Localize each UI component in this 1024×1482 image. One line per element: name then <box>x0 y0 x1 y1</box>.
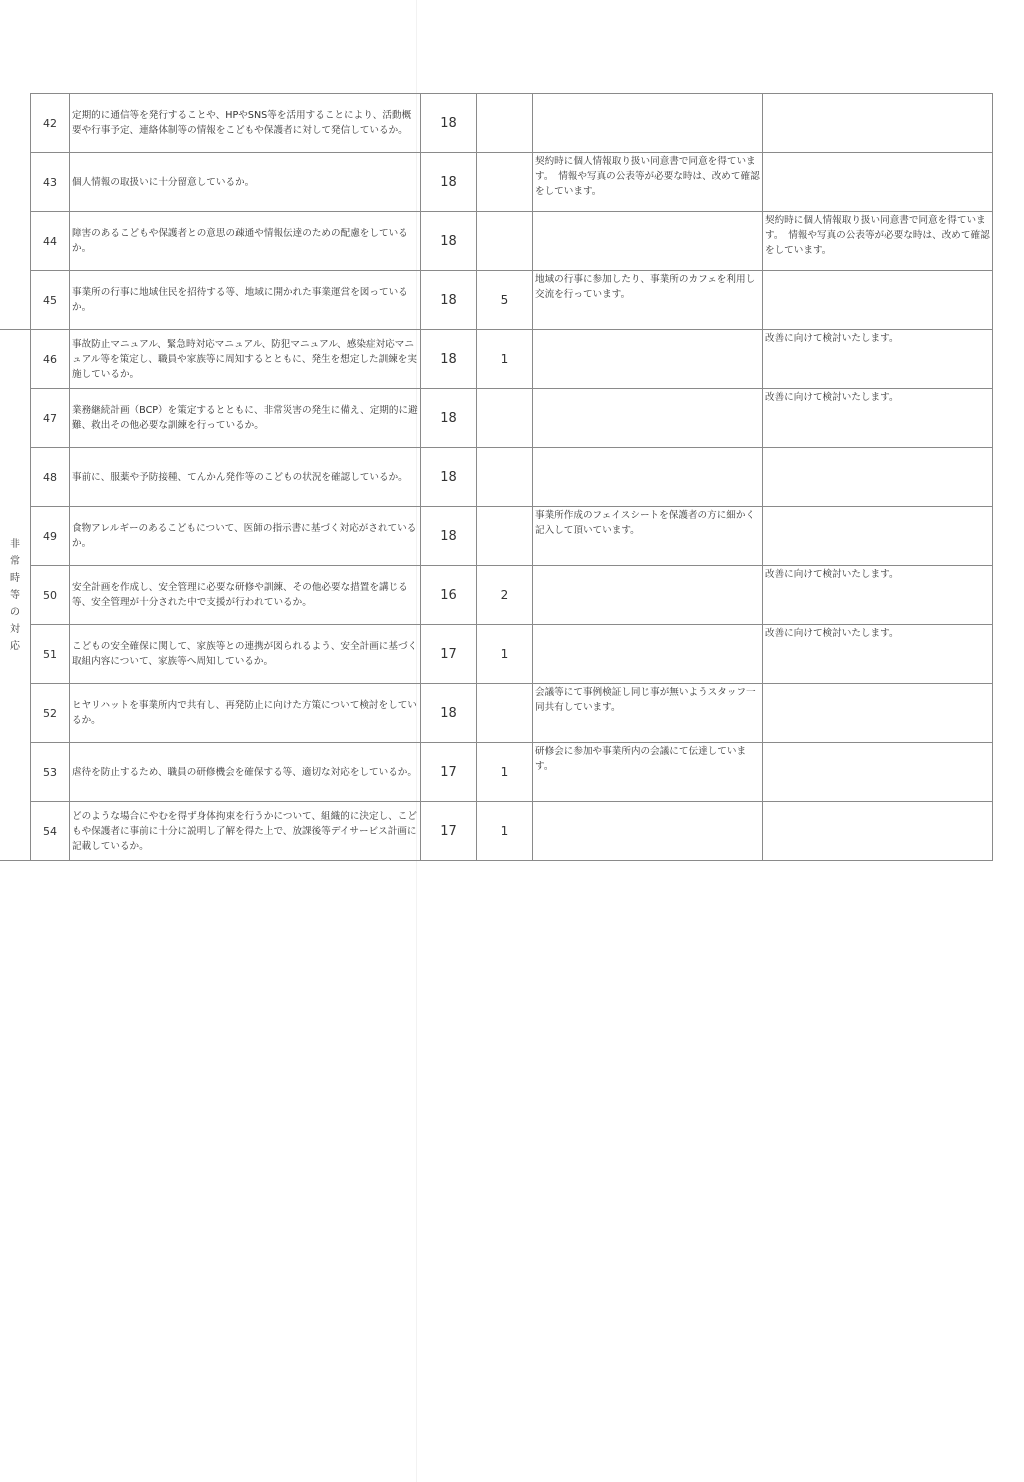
table-row <box>0 802 993 861</box>
yes-count: 18 <box>421 684 477 743</box>
question-text: 個人情報の取扱いに十分留意しているか。 <box>70 153 421 212</box>
improvement-cell: 改善に向けて検討いたします。 <box>763 330 993 389</box>
remarks-cell <box>533 94 763 153</box>
yes-count: 18 <box>421 271 477 330</box>
item-number: 54 <box>31 802 70 861</box>
improvement-cell <box>763 153 993 212</box>
question-text: 食物アレルギーのあるこどもについて、医師の指示書に基づく対応がされているか。 <box>70 507 421 566</box>
no-count: 2 <box>477 566 533 625</box>
category-cell <box>0 330 31 861</box>
remarks-cell <box>533 802 763 861</box>
table-row <box>0 330 993 389</box>
yes-count: 18 <box>421 94 477 153</box>
question-text: 安全計画を作成し、安全管理に必要な研修や訓練、その他必要な措置を講じる等、安全管理が十分された中で支援が行われているか。 <box>70 566 421 625</box>
table-row <box>0 625 993 684</box>
no-count: 1 <box>477 330 533 389</box>
improvement-cell: 改善に向けて検討いたします。 <box>763 625 993 684</box>
no-count: 1 <box>477 802 533 861</box>
item-number: 42 <box>31 94 70 153</box>
question-text: 事前に、服薬や予防接種、てんかん発作等のこどもの状況を確認しているか。 <box>70 448 421 507</box>
improvement-cell <box>763 94 993 153</box>
table-row <box>0 684 993 743</box>
item-number: 43 <box>31 153 70 212</box>
no-count <box>477 684 533 743</box>
question-text: 障害のあるこどもや保護者との意思の疎通や情報伝達のための配慮をしているか。 <box>70 212 421 271</box>
table-row <box>0 507 993 566</box>
category-label: 非常時等の対応 <box>10 538 20 652</box>
question-text: 事故防止マニュアル、緊急時対応マニュアル、防犯マニュアル、感染症対応マニュアル等を策定し、職員や家族等に周知するとともに、発生を想定した訓練を実施しているか。 <box>70 330 421 389</box>
no-count <box>477 448 533 507</box>
remarks-cell <box>533 212 763 271</box>
question-text: 業務継続計画（BCP）を策定するとともに、非常災害の発生に備え、定期的に避難、救出その他必要な訓練を行っているか。 <box>70 389 421 448</box>
improvement-cell: 改善に向けて検討いたします。 <box>763 389 993 448</box>
item-number: 44 <box>31 212 70 271</box>
yes-count: 18 <box>421 153 477 212</box>
yes-count: 17 <box>421 802 477 861</box>
improvement-cell: 契約時に個人情報取り扱い同意書で同意を得ています。 情報や写真の公表等が必要な時は、改めて確認をしています。 <box>763 212 993 271</box>
table-row <box>0 389 993 448</box>
item-number: 50 <box>31 566 70 625</box>
improvement-cell <box>763 743 993 802</box>
remarks-cell: 会議等にて事例検証し同じ事が無いようスタッフ一同共有しています。 <box>533 684 763 743</box>
table-row <box>0 153 993 212</box>
item-number: 52 <box>31 684 70 743</box>
item-number: 51 <box>31 625 70 684</box>
improvement-cell <box>763 684 993 743</box>
table-row <box>0 94 993 153</box>
yes-count: 18 <box>421 212 477 271</box>
table-row <box>0 743 993 802</box>
no-count: 5 <box>477 271 533 330</box>
improvement-cell <box>763 507 993 566</box>
item-number: 47 <box>31 389 70 448</box>
yes-count: 17 <box>421 625 477 684</box>
improvement-cell <box>763 271 993 330</box>
yes-count: 18 <box>421 330 477 389</box>
table-row <box>0 271 993 330</box>
yes-count: 18 <box>421 448 477 507</box>
no-count: 1 <box>477 743 533 802</box>
question-text: どのような場合にやむを得ず身体拘束を行うかについて、組織的に決定し、こどもや保護者に事前に十分に説明し了解を得た上で、放課後等デイサービス計画に記載しているか。 <box>70 802 421 861</box>
table-row <box>0 212 993 271</box>
question-text: 虐待を防止するため、職員の研修機会を確保する等、適切な対応をしているか。 <box>70 743 421 802</box>
yes-count: 18 <box>421 389 477 448</box>
improvement-cell <box>763 802 993 861</box>
question-text: 事業所の行事に地域住民を招待する等、地域に開かれた事業運営を図っているか。 <box>70 271 421 330</box>
improvement-cell <box>763 448 993 507</box>
remarks-cell <box>533 330 763 389</box>
table-row <box>0 448 993 507</box>
remarks-cell <box>533 389 763 448</box>
no-count <box>477 153 533 212</box>
no-count <box>477 389 533 448</box>
remarks-cell <box>533 448 763 507</box>
question-text: ヒヤリハットを事業所内で共有し、再発防止に向けた方策について検討をしているか。 <box>70 684 421 743</box>
remarks-cell: 研修会に参加や事業所内の会議にて伝達しています。 <box>533 743 763 802</box>
category-cell-previous <box>0 94 31 330</box>
remarks-cell: 事業所作成のフェイスシートを保護者の方に細かく記入して頂いています。 <box>533 507 763 566</box>
remarks-cell <box>533 566 763 625</box>
yes-count: 18 <box>421 507 477 566</box>
no-count: 1 <box>477 625 533 684</box>
improvement-cell: 改善に向けて検討いたします。 <box>763 566 993 625</box>
question-text: こどもの安全確保に関して、家族等との連携が図られるよう、安全計画に基づく取組内容について、家族等へ周知しているか。 <box>70 625 421 684</box>
item-number: 46 <box>31 330 70 389</box>
yes-count: 17 <box>421 743 477 802</box>
evaluation-table <box>0 93 993 861</box>
no-count <box>477 507 533 566</box>
item-number: 48 <box>31 448 70 507</box>
yes-count: 16 <box>421 566 477 625</box>
item-number: 49 <box>31 507 70 566</box>
table-row <box>0 566 993 625</box>
item-number: 45 <box>31 271 70 330</box>
no-count <box>477 94 533 153</box>
item-number: 53 <box>31 743 70 802</box>
question-text: 定期的に通信等を発行することや、HPやSNS等を活用することにより、活動概要や行事予定、連絡体制等の情報をこどもや保護者に対して発信しているか。 <box>70 94 421 153</box>
no-count <box>477 212 533 271</box>
remarks-cell: 地域の行事に参加したり、事業所のカフェを利用し交流を行っています。 <box>533 271 763 330</box>
remarks-cell: 契約時に個人情報取り扱い同意書で同意を得ています。 情報や写真の公表等が必要な時は、改めて確認をしています。 <box>533 153 763 212</box>
remarks-cell <box>533 625 763 684</box>
